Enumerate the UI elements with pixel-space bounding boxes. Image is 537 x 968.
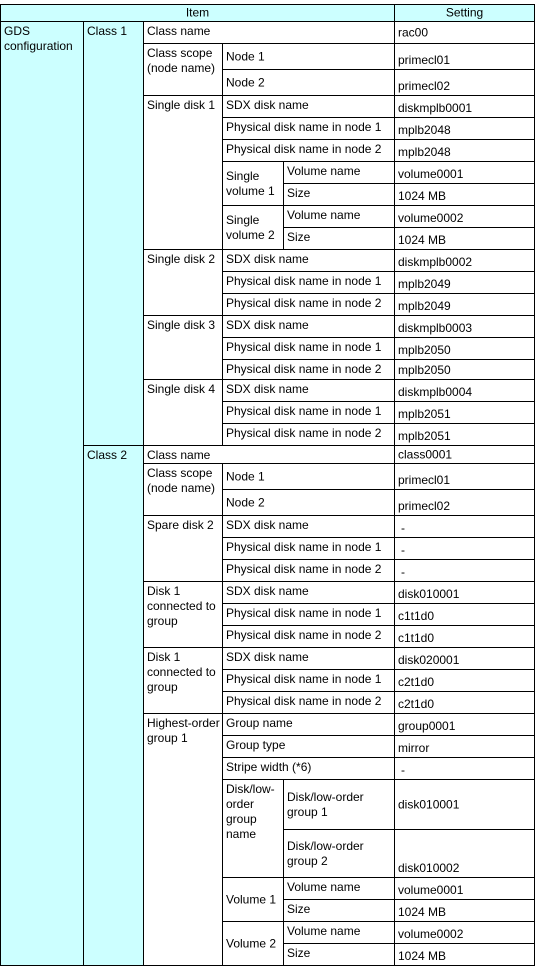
physical-disk-node-1-value: [394, 117, 535, 140]
size-label: [283, 227, 395, 250]
physical-disk-node-2-value: [394, 293, 535, 316]
volume-name-value-text: volume0001: [398, 883, 464, 897]
sdx-disk-name-value: [394, 379, 535, 402]
node-1-label: [222, 43, 395, 70]
class-1-cell-text: Class 1: [87, 24, 128, 38]
physical-disk-node-1-value-text: c1t1d0: [398, 609, 435, 623]
volume-name-label: [283, 161, 395, 184]
class-scope-label-text: Class scope (node name): [147, 46, 216, 75]
stripe-width-label: [222, 757, 395, 780]
volume-name-label-text: Volume name: [287, 880, 361, 894]
setting-header-text: Setting: [445, 5, 484, 20]
single-volume-2-label: [222, 205, 284, 250]
sdx-disk-name-label: [222, 647, 395, 670]
size-value-text: 1024 MB: [398, 905, 447, 919]
physical-disk-node-2-value: [394, 139, 535, 162]
node-2-label: [222, 489, 395, 516]
volume-name-value-text: volume0001: [398, 167, 464, 181]
single-disk-3-label: [143, 315, 223, 380]
volume-name-value-text: volume0002: [398, 927, 464, 941]
sdx-disk-name-label: [222, 515, 395, 538]
item-header: [0, 4, 395, 22]
size-label-text: Size: [287, 902, 311, 916]
sdx-disk-name-label-text: SDX disk name: [226, 382, 309, 396]
physical-disk-node-1-label-text: Physical disk name in node 1: [226, 672, 382, 686]
physical-disk-node-1-label: [222, 603, 395, 626]
volume-name-value: [394, 877, 535, 900]
disk-low-order-group-2-value: [394, 829, 535, 878]
physical-disk-node-1-label-text: Physical disk name in node 1: [226, 274, 382, 288]
physical-disk-node-2-label: [222, 423, 395, 446]
disk-low-order-group-1-value-text: disk010001: [398, 797, 460, 811]
size-label-text: Size: [287, 186, 311, 200]
physical-disk-node-2-value: [394, 625, 535, 648]
size-value: [394, 227, 535, 250]
sdx-disk-name-label-text: SDX disk name: [226, 98, 309, 112]
group-name-label: [222, 713, 395, 736]
volume-name-value-text: volume0002: [398, 211, 464, 225]
size-label-text: Size: [287, 230, 311, 244]
sdx-disk-name-label-text: SDX disk name: [226, 252, 309, 266]
single-disk-4-label: [143, 379, 223, 446]
class-name-label-text: Class name: [147, 24, 211, 38]
stripe-width-value: [394, 757, 535, 780]
physical-disk-node-2-label-text: Physical disk name in node 2: [226, 426, 382, 440]
physical-disk-node-2-label-text: Physical disk name in node 2: [226, 142, 382, 156]
physical-disk-node-1-label-text: Physical disk name in node 1: [226, 540, 382, 554]
disk-low-order-group-name-label-text: Disk/low-order group name: [226, 782, 275, 841]
node-2-label-text: Node 2: [226, 75, 265, 89]
group-name-label-text: Group name: [226, 716, 293, 730]
physical-disk-node-1-value: [394, 271, 535, 294]
physical-disk-node-1-label: [222, 271, 395, 294]
volume-name-label: [283, 877, 395, 900]
physical-disk-node-2-value-text: c2t1d0: [398, 697, 435, 711]
sdx-disk-name-value-text: diskmplb0004: [398, 385, 473, 399]
disk-low-order-group-1-label-text: Disk/low-order group 1: [287, 789, 364, 819]
volume-2-label: [222, 921, 284, 966]
group-type-value: [394, 735, 535, 758]
physical-disk-node-1-value-text: mplb2050: [398, 343, 451, 357]
physical-disk-node-2-label: [222, 359, 395, 380]
physical-disk-node-1-label-text: Physical disk name in node 1: [226, 606, 382, 620]
group-type-label-text: Group type: [226, 738, 286, 752]
node-1-value: [394, 463, 535, 490]
physical-disk-node-2-value: [394, 423, 535, 446]
sdx-disk-name-value: [394, 581, 535, 604]
single-volume-1-label-text: Single volume 1: [226, 168, 275, 198]
stripe-width-value-text: -: [401, 763, 405, 777]
physical-disk-node-1-label-text: Physical disk name in node 1: [226, 340, 382, 354]
class-name-value-text: rac00: [398, 25, 429, 39]
node-2-value-text: primecl02: [398, 499, 451, 513]
gds-configuration-cell: [0, 21, 84, 966]
volume-name-value: [394, 205, 535, 228]
disk-low-order-group-name-label: [222, 779, 284, 878]
sdx-disk-name-value: [394, 515, 535, 538]
physical-disk-node-2-label: [222, 691, 395, 714]
physical-disk-node-2-label: [222, 625, 395, 648]
sdx-disk-name-value-text: diskmplb0002: [398, 255, 473, 269]
sdx-disk-name-value: [394, 249, 535, 272]
size-value-text: 1024 MB: [398, 949, 447, 963]
sdx-disk-name-value-text: -: [401, 521, 405, 535]
physical-disk-node-2-label-text: Physical disk name in node 2: [226, 362, 382, 376]
physical-disk-node-2-value-text: mplb2048: [398, 145, 451, 159]
sdx-disk-name-value: [394, 95, 535, 118]
class-scope-label: [143, 43, 223, 96]
single-disk-2-label-text: Single disk 2: [147, 252, 216, 266]
disk-low-order-group-2-value-text: disk010002: [398, 861, 460, 875]
class-1-cell: [83, 21, 144, 446]
size-label: [283, 183, 395, 206]
physical-disk-node-2-label: [222, 293, 395, 316]
volume-name-label-text: Volume name: [287, 208, 361, 222]
node-1-value-text: primecl01: [398, 473, 451, 487]
physical-disk-node-1-value: [394, 537, 535, 560]
physical-disk-node-1-value: [394, 337, 535, 360]
physical-disk-node-1-value-text: -: [401, 543, 405, 557]
group-name-value: [394, 713, 535, 736]
group-type-value-text: mirror: [398, 741, 430, 755]
sdx-disk-name-value-text: diskmplb0001: [398, 101, 473, 115]
group-type-label: [222, 735, 395, 758]
physical-disk-node-1-value: [394, 603, 535, 626]
single-disk-2-label: [143, 249, 223, 316]
gds-configuration-cell-text: GDS configuration: [4, 24, 73, 53]
highest-order-group-1-label: [143, 713, 223, 966]
physical-disk-node-1-label: [222, 337, 395, 360]
physical-disk-node-1-value: [394, 669, 535, 692]
item-header-text: Item: [185, 5, 210, 20]
class-name-label: [143, 21, 395, 44]
physical-disk-node-2-value: [394, 691, 535, 714]
disk-low-order-group-2-label: [283, 829, 395, 878]
class-name-label: [143, 445, 395, 464]
stripe-width-label-text: Stripe width (*6): [226, 760, 312, 774]
volume-1-label: [222, 877, 284, 922]
size-value-text: 1024 MB: [398, 189, 447, 203]
physical-disk-node-2-label: [222, 559, 395, 582]
class-name-value-text: class0001: [398, 447, 453, 461]
volume-name-value: [394, 921, 535, 944]
size-label-text: Size: [287, 946, 311, 960]
physical-disk-node-2-value-text: c1t1d0: [398, 631, 435, 645]
physical-disk-node-2-value-text: -: [401, 565, 405, 579]
class-scope-label-text: Class scope (node name): [147, 466, 216, 495]
spare-disk-2-label: [143, 515, 223, 582]
highest-order-group-1-label-text: Highest-order group 1: [147, 716, 220, 745]
class-name-value: [394, 21, 535, 44]
disk-1-connected-to-group-label: [143, 581, 223, 648]
volume-2-label-text: Volume 2: [226, 936, 277, 950]
sdx-disk-name-label: [222, 95, 395, 118]
volume-name-label-text: Volume name: [287, 924, 361, 938]
node-1-label: [222, 463, 395, 490]
size-value: [394, 943, 535, 966]
sdx-disk-name-label: [222, 315, 395, 338]
volume-1-label-text: Volume 1: [226, 892, 277, 906]
class-name-value: [394, 445, 535, 464]
single-disk-3-label-text: Single disk 3: [147, 318, 216, 332]
disk-1-connected-to-group-label-text: Disk 1 connected to group: [147, 584, 216, 628]
size-value-text: 1024 MB: [398, 233, 447, 247]
size-label: [283, 943, 395, 966]
volume-name-label: [283, 205, 395, 228]
single-volume-1-label: [222, 161, 284, 206]
volume-name-value: [394, 161, 535, 184]
physical-disk-node-2-label-text: Physical disk name in node 2: [226, 628, 382, 642]
physical-disk-node-1-label: [222, 401, 395, 424]
sdx-disk-name-label: [222, 249, 395, 272]
physical-disk-node-2-value-text: mplb2051: [398, 429, 451, 443]
node-1-label-text: Node 1: [226, 469, 265, 483]
sdx-disk-name-label-text: SDX disk name: [226, 518, 309, 532]
sdx-disk-name-value-text: disk020001: [398, 653, 460, 667]
node-2-label-text: Node 2: [226, 495, 265, 509]
node-1-value-text: primecl01: [398, 53, 451, 67]
physical-disk-node-2-label-text: Physical disk name in node 2: [226, 562, 382, 576]
physical-disk-node-1-label: [222, 537, 395, 560]
physical-disk-node-1-label: [222, 669, 395, 692]
sdx-disk-name-value: [394, 315, 535, 338]
physical-disk-node-1-value-text: c2t1d0: [398, 675, 435, 689]
single-volume-2-label-text: Single volume 2: [226, 212, 275, 242]
node-1-label-text: Node 1: [226, 49, 265, 63]
node-2-value: [394, 489, 535, 516]
node-2-value: [394, 69, 535, 96]
disk-low-order-group-1-label: [283, 779, 395, 830]
sdx-disk-name-value-text: disk010001: [398, 587, 460, 601]
single-disk-1-label-text: Single disk 1: [147, 98, 216, 112]
setting-header: [394, 4, 535, 22]
physical-disk-node-1-value-text: mplb2049: [398, 277, 451, 291]
physical-disk-node-1-label-text: Physical disk name in node 1: [226, 404, 382, 418]
class-name-label-text: Class name: [147, 448, 211, 462]
volume-name-label: [283, 921, 395, 944]
disk-low-order-group-1-value: [394, 779, 535, 830]
disk-1-connected-to-group-label-text: Disk 1 connected to group: [147, 650, 216, 694]
sdx-disk-name-label-text: SDX disk name: [226, 584, 309, 598]
physical-disk-node-1-value: [394, 401, 535, 424]
node-2-label: [222, 69, 395, 96]
disk-low-order-group-2-label-text: Disk/low-order group 2: [287, 838, 364, 868]
node-2-value-text: primecl02: [398, 79, 451, 93]
sdx-disk-name-value-text: diskmplb0003: [398, 321, 473, 335]
class-2-cell: [83, 445, 144, 966]
class-2-cell-text: Class 2: [87, 448, 128, 462]
single-disk-4-label-text: Single disk 4: [147, 382, 216, 396]
spare-disk-2-label-text: Spare disk 2: [147, 518, 214, 532]
sdx-disk-name-value: [394, 647, 535, 670]
sdx-disk-name-label-text: SDX disk name: [226, 318, 309, 332]
size-value: [394, 899, 535, 922]
size-label: [283, 899, 395, 922]
physical-disk-node-2-value: [394, 559, 535, 582]
sdx-disk-name-label-text: SDX disk name: [226, 650, 309, 664]
physical-disk-node-2-value-text: mplb2049: [398, 299, 451, 313]
class-scope-label: [143, 463, 223, 516]
volume-name-label-text: Volume name: [287, 164, 361, 178]
physical-disk-node-2-value-text: mplb2050: [398, 363, 451, 377]
physical-disk-node-2-value: [394, 359, 535, 380]
physical-disk-node-2-label-text: Physical disk name in node 2: [226, 296, 382, 310]
physical-disk-node-2-label-text: Physical disk name in node 2: [226, 694, 382, 708]
sdx-disk-name-label: [222, 379, 395, 402]
group-name-value-text: group0001: [398, 719, 456, 733]
sdx-disk-name-label: [222, 581, 395, 604]
physical-disk-node-1-value-text: mplb2048: [398, 123, 451, 137]
node-1-value: [394, 43, 535, 70]
physical-disk-node-1-label-text: Physical disk name in node 1: [226, 120, 382, 134]
physical-disk-node-1-label: [222, 117, 395, 140]
physical-disk-node-1-value-text: mplb2051: [398, 407, 451, 421]
disk-1-connected-to-group-label: [143, 647, 223, 714]
physical-disk-node-2-label: [222, 139, 395, 162]
size-value: [394, 183, 535, 206]
single-disk-1-label: [143, 95, 223, 250]
